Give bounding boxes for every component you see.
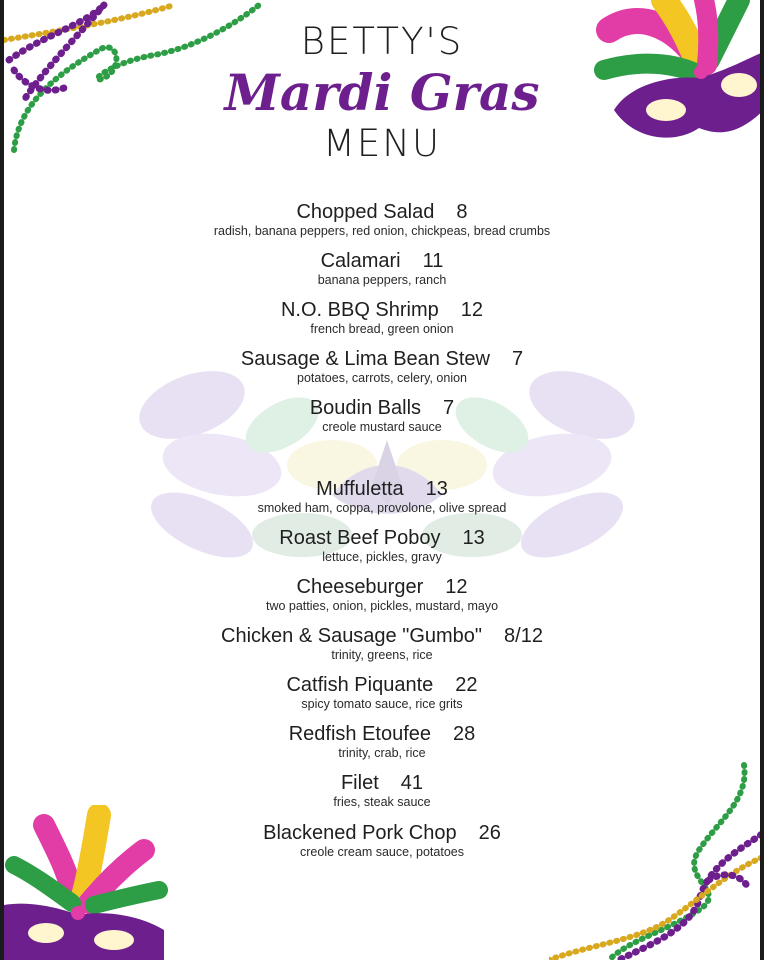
item-description: lettuce, pickles, gravy — [322, 550, 442, 564]
menu-item — [4, 298, 760, 336]
item-price: 13 — [425, 478, 448, 500]
item-price: 7 — [511, 348, 524, 370]
item-name: Chicken & Sausage "Gumbo" — [221, 625, 483, 647]
item-name: Filet — [340, 772, 379, 794]
menu-item — [4, 624, 760, 662]
item-price: 8/12 — [504, 625, 543, 647]
item-description: creole cream sauce, potatoes — [300, 845, 464, 859]
menu-item — [4, 249, 760, 287]
item-name: Roast Beef Poboy — [279, 527, 441, 549]
restaurant-name: BETTY'S — [300, 20, 464, 63]
item-name: Boudin Balls — [309, 397, 422, 419]
item-price: 8 — [456, 201, 468, 223]
item-name: Cheeseburger — [296, 576, 424, 598]
item-price: 28 — [453, 723, 476, 745]
item-description: creole mustard sauce — [322, 420, 442, 434]
item-price: 41 — [400, 772, 424, 794]
menu-item — [4, 821, 760, 859]
item-description: smoked ham, coppa, provolone, olive spread — [257, 501, 507, 515]
item-description: trinity, crab, rice — [338, 746, 426, 760]
item-price: 11 — [422, 250, 444, 272]
item-price: 26 — [478, 822, 501, 844]
item-price: 13 — [462, 527, 485, 549]
menu-item — [4, 722, 760, 760]
menu-title: MENU — [322, 122, 442, 165]
menu-item — [4, 526, 760, 564]
item-description: spicy tomato sauce, rice grits — [301, 697, 463, 711]
menu-item — [4, 673, 760, 711]
item-description: banana peppers, ranch — [317, 273, 447, 287]
item-description: fries, steak sauce — [333, 795, 431, 809]
item-name: Sausage & Lima Bean Stew — [240, 348, 490, 370]
item-price: 7 — [443, 397, 455, 419]
item-name: Calamari — [320, 250, 401, 272]
item-price: 22 — [455, 674, 478, 696]
item-price: 12 — [460, 299, 484, 321]
item-name: Redfish Etoufee — [288, 723, 432, 745]
item-description: french bread, green onion — [310, 322, 454, 336]
menu-item — [4, 396, 760, 434]
item-name: Catfish Piquante — [286, 674, 434, 696]
menu-item — [4, 575, 760, 613]
item-description: trinity, greens, rice — [331, 648, 433, 662]
item-description: radish, banana peppers, red onion, chickpeas, bread crumbs — [213, 224, 551, 238]
menu-script-title: Mardi Gras — [224, 63, 540, 122]
item-name: Blackened Pork Chop — [263, 822, 457, 844]
menu-item — [4, 347, 760, 385]
menu-header — [4, 20, 760, 166]
item-name: Muffuletta — [316, 478, 404, 500]
item-price: 12 — [445, 576, 468, 598]
menu-item — [4, 477, 760, 515]
item-name: Chopped Salad — [296, 201, 435, 223]
item-name: N.O. BBQ Shrimp — [280, 299, 439, 321]
menu-item — [4, 771, 760, 809]
menu-item — [4, 200, 760, 238]
item-description: two patties, onion, pickles, mustard, mayo — [265, 599, 499, 613]
item-description: potatoes, carrots, celery, onion — [297, 371, 467, 385]
